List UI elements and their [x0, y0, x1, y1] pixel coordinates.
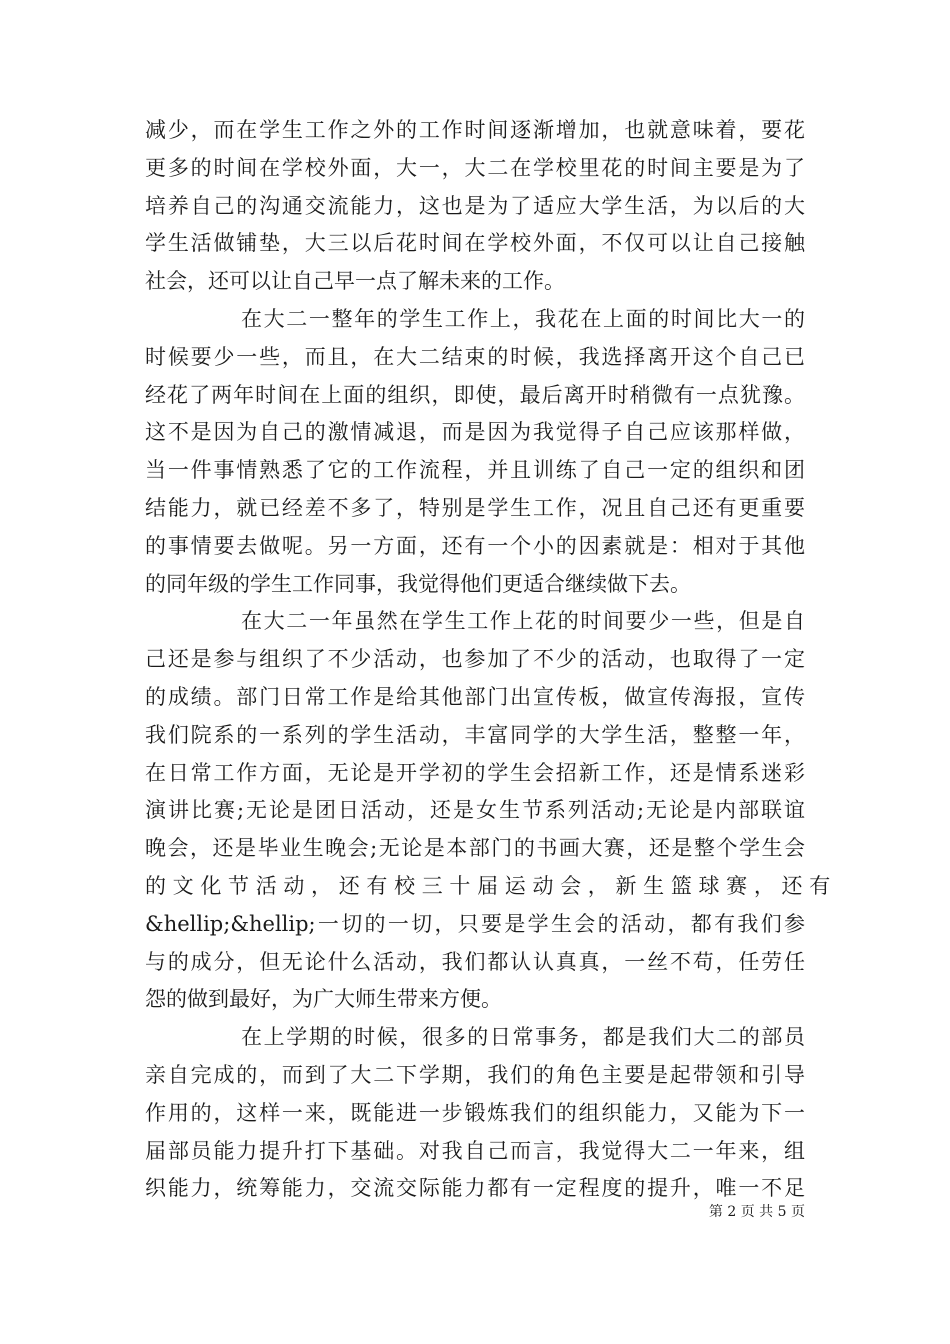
text-line: 与的成分，但无论什么活动，我们都认认真真，一丝不苟，任劳任 — [145, 949, 805, 974]
text-line: 的同年级的学生工作同事，我觉得他们更适合继续做下去。 — [145, 571, 691, 596]
text-line: 织能力，统筹能力，交流交际能力都有一定程度的提升，唯一不足 — [145, 1176, 805, 1201]
text-line: 当一件事情熟悉了它的工作流程，并且训练了自己一定的组织和团 — [145, 458, 805, 483]
text-line: 我们院系的一系列的学生活动，丰富同学的大学生活，整整一年， — [145, 722, 805, 747]
paragraph-first-line: 在大二一年虽然在学生工作上花的时间要少一些，但是自 — [241, 609, 805, 634]
text-line: 的 文 化 节 活 动 ， 还 有 校 三 十 届 运 动 会 ， 新 生 篮 球 赛 ， 还 有 — [145, 873, 831, 898]
text-line: 经花了两年时间在上面的组织，即使，最后离开时稍微有一点犹豫。 — [145, 382, 805, 407]
text-line: 减少，而在学生工作之外的工作时间逐渐增加，也就意味着，要花 — [145, 118, 805, 142]
text-line: 作用的，这样一来，既能进一步锻炼我们的组织能力，又能为下一 — [145, 1100, 805, 1125]
text-line: &hellip;&hellip;一切的一切，只要是学生会的活动，都有我们参 — [145, 911, 805, 936]
text-line: 晚会，还是毕业生晚会;无论是本部门的书画大赛，还是整个学生会 — [145, 836, 805, 861]
text-line: 在日常工作方面，无论是开学初的学生会招新工作，还是情系迷彩 — [145, 760, 805, 785]
page-number: 第 2 页 共 5 页 — [708, 1204, 805, 1220]
text-line: 的事情要去做呢。另一方面，还有一个小的因素就是：相对于其他 — [145, 533, 805, 558]
paragraph-first-line: 在大二一整年的学生工作上，我花在上面的时间比大一的 — [241, 306, 805, 331]
text-line: 时候要少一些，而且，在大二结束的时候，我选择离开这个自己已 — [145, 344, 805, 369]
text-line: 社会，还可以让自己早一点了解未来的工作。 — [145, 269, 565, 294]
text-line: 亲自完成的，而到了大二下学期，我们的角色主要是起带领和引导 — [145, 1062, 805, 1087]
text-line: 更多的时间在学校外面，大一，大二在学校里花的时间主要是为了 — [145, 155, 805, 180]
text-line: 怨的做到最好，为广大师生带来方便。 — [145, 987, 502, 1012]
text-line: 培养自己的沟通交流能力，这也是为了适应大学生活，为以后的大 — [145, 193, 805, 218]
document-body — [145, 112, 831, 1208]
text-line: 演讲比赛;无论是团日活动，还是女生节系列活动;无论是内部联谊 — [145, 798, 805, 823]
text-line: 这不是因为自己的激情减退，而是因为我觉得子自己应该那样做， — [145, 420, 805, 445]
text-line: 的成绩。部门日常工作是给其他部门出宣传板，做宣传海报，宣传 — [145, 684, 805, 709]
text-line: 结能力，就已经差不多了，特别是学生工作，况且自己还有更重要 — [145, 495, 805, 520]
paragraph-first-line: 在上学期的时候，很多的日常事务，都是我们大二的部员 — [241, 1025, 805, 1050]
text-line: 学生活做铺垫，大三以后花时间在学校外面，不仅可以让自己接触 — [145, 231, 805, 256]
text-line: 届部员能力提升打下基础。对我自己而言，我觉得大二一年来，组 — [145, 1138, 805, 1163]
text-line: 己还是参与组织了不少活动，也参加了不少的活动，也取得了一定 — [145, 647, 805, 672]
